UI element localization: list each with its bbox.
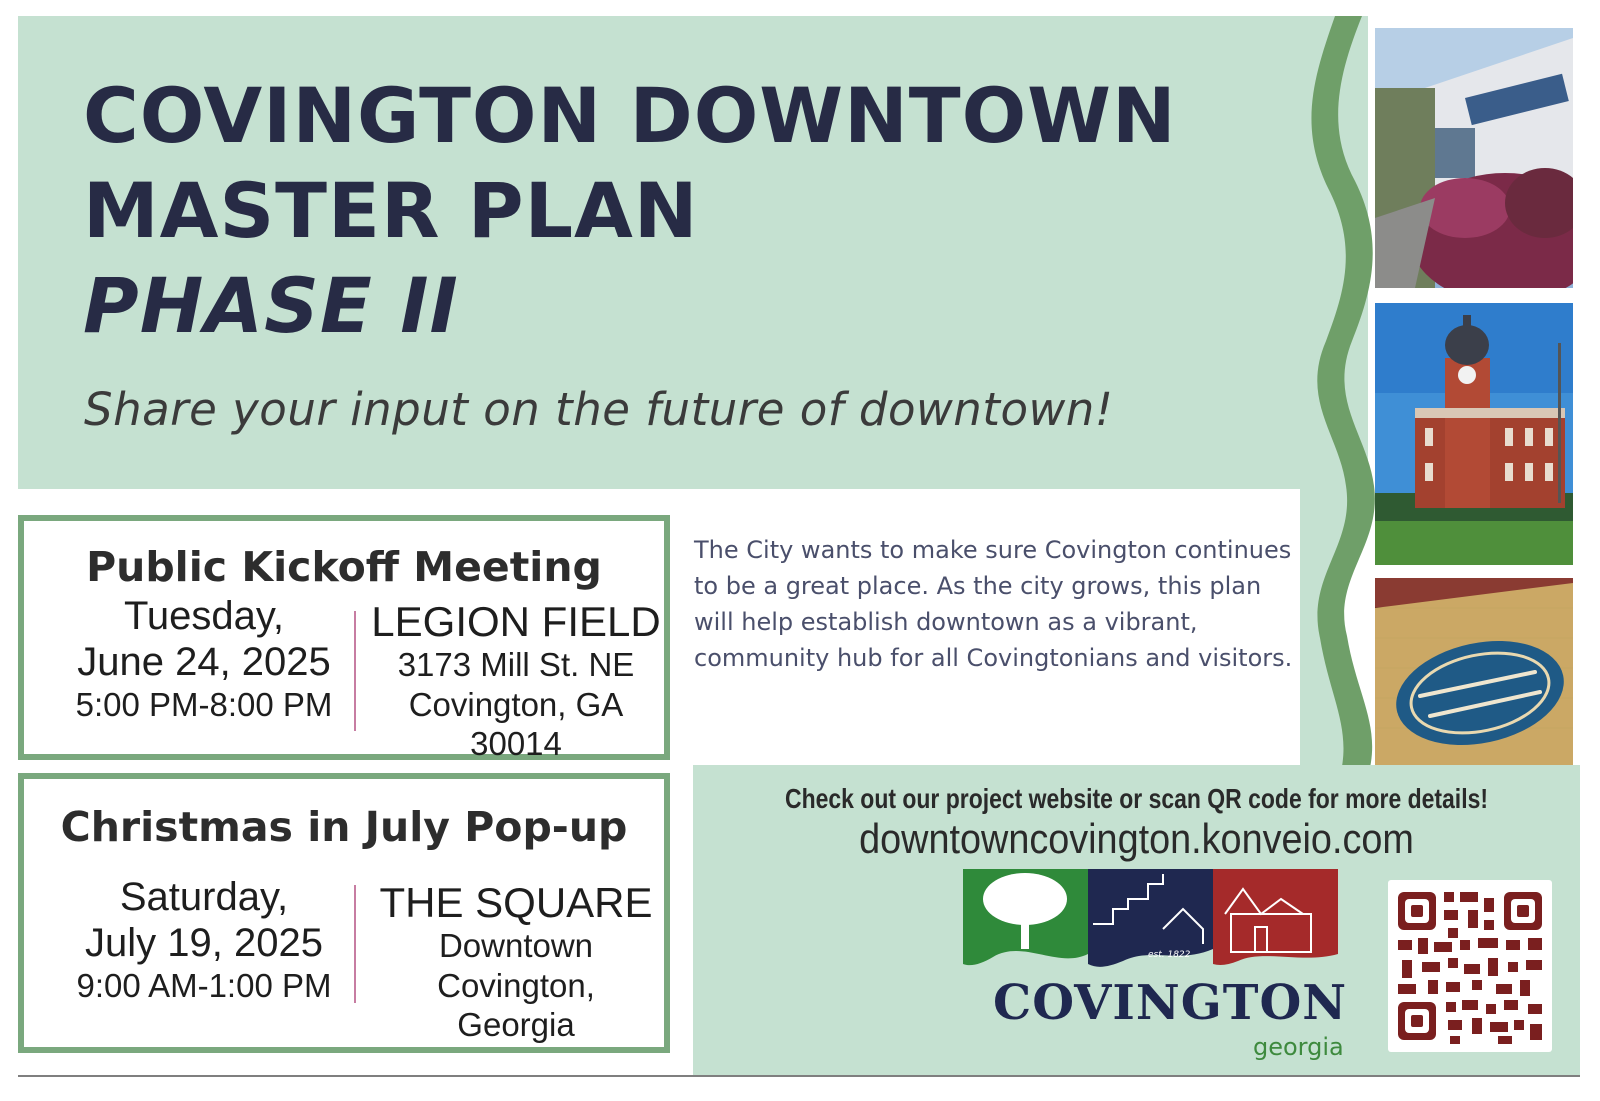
event-title: Public Kickoff Meeting [86,543,602,591]
project-website-link[interactable]: downtowncovington.konveio.com [859,815,1414,862]
title-line-2: MASTER PLAN [83,166,699,255]
event-divider [354,611,356,731]
event-divider [354,885,356,1003]
kickoff-meeting-card [18,515,670,763]
event-location [366,874,666,1045]
event-time: 5:00 PM-8:00 PM [75,685,333,723]
street-mural-photo [1375,28,1573,288]
event-date: July 19, 2025 [85,921,323,966]
event-datetime [54,874,354,1005]
cta-panel [693,765,1580,1075]
event-location [366,593,666,764]
event-datetime [54,593,354,724]
event-day: Saturday, [119,875,289,919]
historic-downtown-mural-photo [1375,578,1573,766]
qr-code[interactable] [1388,880,1552,1052]
event-time: 9:00 AM-1:00 PM [76,966,332,1004]
event-address-line2: Covington, GA 30014 [408,685,624,763]
cta-text: Check out our project website or scan QR code for more details! [785,783,1488,814]
qr-code-icon [1388,880,1552,1052]
event-address-line1: 3173 Mill St. NE [397,646,635,684]
logo-subtitle: georgia [1253,1033,1344,1061]
logo-est: est. 1822 [1148,950,1191,960]
event-address-line2: Georgia [457,1006,575,1044]
christmas-popup-card [18,773,670,1053]
title-line-3: PHASE II [83,261,459,350]
title-line-1: COVINGTON DOWNTOWN [83,71,1177,160]
bottom-rule [18,1075,1580,1077]
logo-wordmark: COVINGTON [993,975,1348,1031]
plan-description: The City wants to make sure Covington continues to be a great place. As the city grows, this plan will help establish downtown as a vibrant, community hub for all Covingtonians and visitors. [694,536,1293,672]
event-day: Tuesday, [123,594,285,638]
event-venue: LEGION FIELD [371,598,661,645]
tagline: Share your input on the future of downtown! [84,383,1114,436]
event-date: June 24, 2025 [77,640,331,685]
hero-banner [18,16,1368,489]
event-title: Christmas in July Pop-up [60,803,628,851]
event-address-line1: Downtown Covington, [437,927,595,1004]
event-venue: THE SQUARE [379,879,653,926]
courthouse-photo [1375,303,1573,565]
